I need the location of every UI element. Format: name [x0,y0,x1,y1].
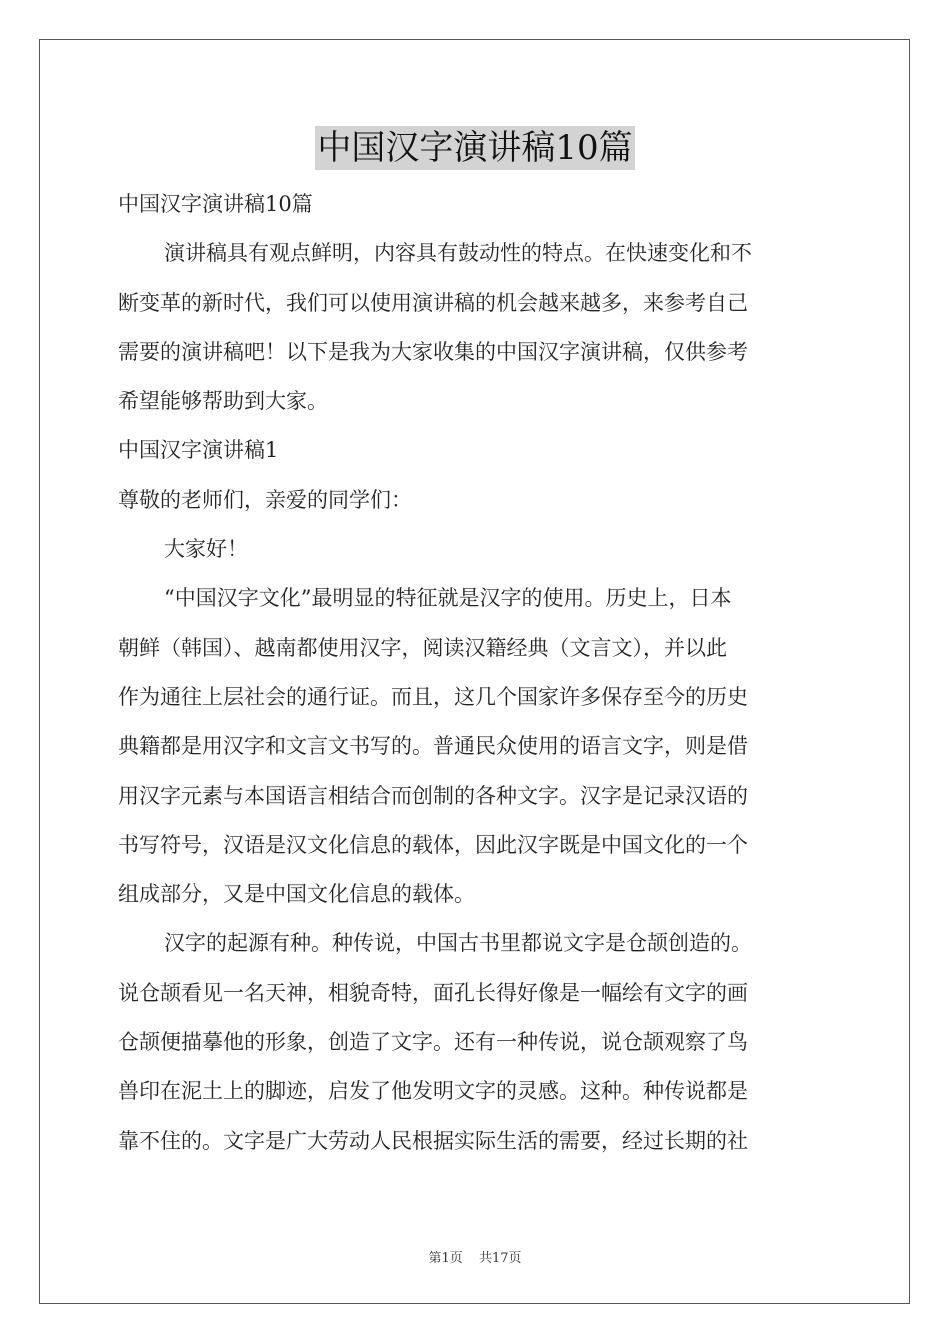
paragraph-line: 大家好！ [164,537,248,562]
page-number-current: 第1页 [428,1251,463,1266]
paragraph-line: 典籍都是用汉字和文言文书写的。普通民众使用的语言文字，则是借 [118,734,748,759]
paragraph-line: 演讲稿具有观点鲜明，内容具有鼓动性的特点。在快速变化和不 [164,241,752,266]
paragraph-line: 需要的演讲稿吧！以下是我为大家收集的中国汉字演讲稿，仅供参考 [118,339,748,364]
paragraph-line: 作为通往上层社会的通行证。而且，这几个国家许多保存至今的历史 [118,684,748,709]
paragraph-line: 组成部分，又是中国文化信息的载体。 [118,882,475,907]
paragraph-line: 尊敬的老师们，亲爱的同学们： [118,487,412,512]
paragraph-line: “中国汉字文化”最明显的特征就是汉字的使用。历史上，日本 [164,586,732,611]
paragraph-line: 中国汉字演讲稿10篇 [118,192,313,216]
paragraph-line: 朝鲜（韩国）、越南都使用汉字，阅读汉籍经典（文言文），并以此 [118,635,727,660]
paragraph-line: 说仓颉看见一名天神，相貌奇特，面孔长得好像是一幅绘有文字的画 [118,980,748,1005]
paragraph-line: 中国汉字演讲稿1 [118,438,279,463]
page-footer [0,1247,950,1266]
title-container [0,126,950,170]
paragraph-line: 用汉字元素与本国语言相结合而创制的各种文字。汉字是记录汉语的 [118,783,748,808]
document-title: 中国汉字演讲稿10篇 [317,128,633,168]
page-number-total: 共17页 [478,1251,522,1266]
document-body [118,180,834,1166]
paragraph-line: 仓颉便描摹他的形象，创造了文字。还有一种传说，说仓颉观察了鸟 [118,1030,748,1055]
paragraph-line: 断变革的新时代，我们可以使用演讲稿的机会越来越多，来参考自己 [118,290,748,315]
paragraph-line: 书写符号，汉语是汉文化信息的载体，因此汉字既是中国文化的一个 [118,832,748,857]
paragraph-line: 希望能够帮助到大家。 [118,389,328,414]
paragraph-line: 兽印在泥土上的脚迹，启发了他发明文字的灵感。这种。种传说都是 [118,1079,748,1104]
paragraph-line: 汉字的起源有种。种传说，中国古书里都说文字是仓颉创造的。 [164,931,752,956]
paragraph-line: 靠不住的。文字是广大劳动人民根据实际生活的需要，经过长期的社 [118,1128,748,1153]
